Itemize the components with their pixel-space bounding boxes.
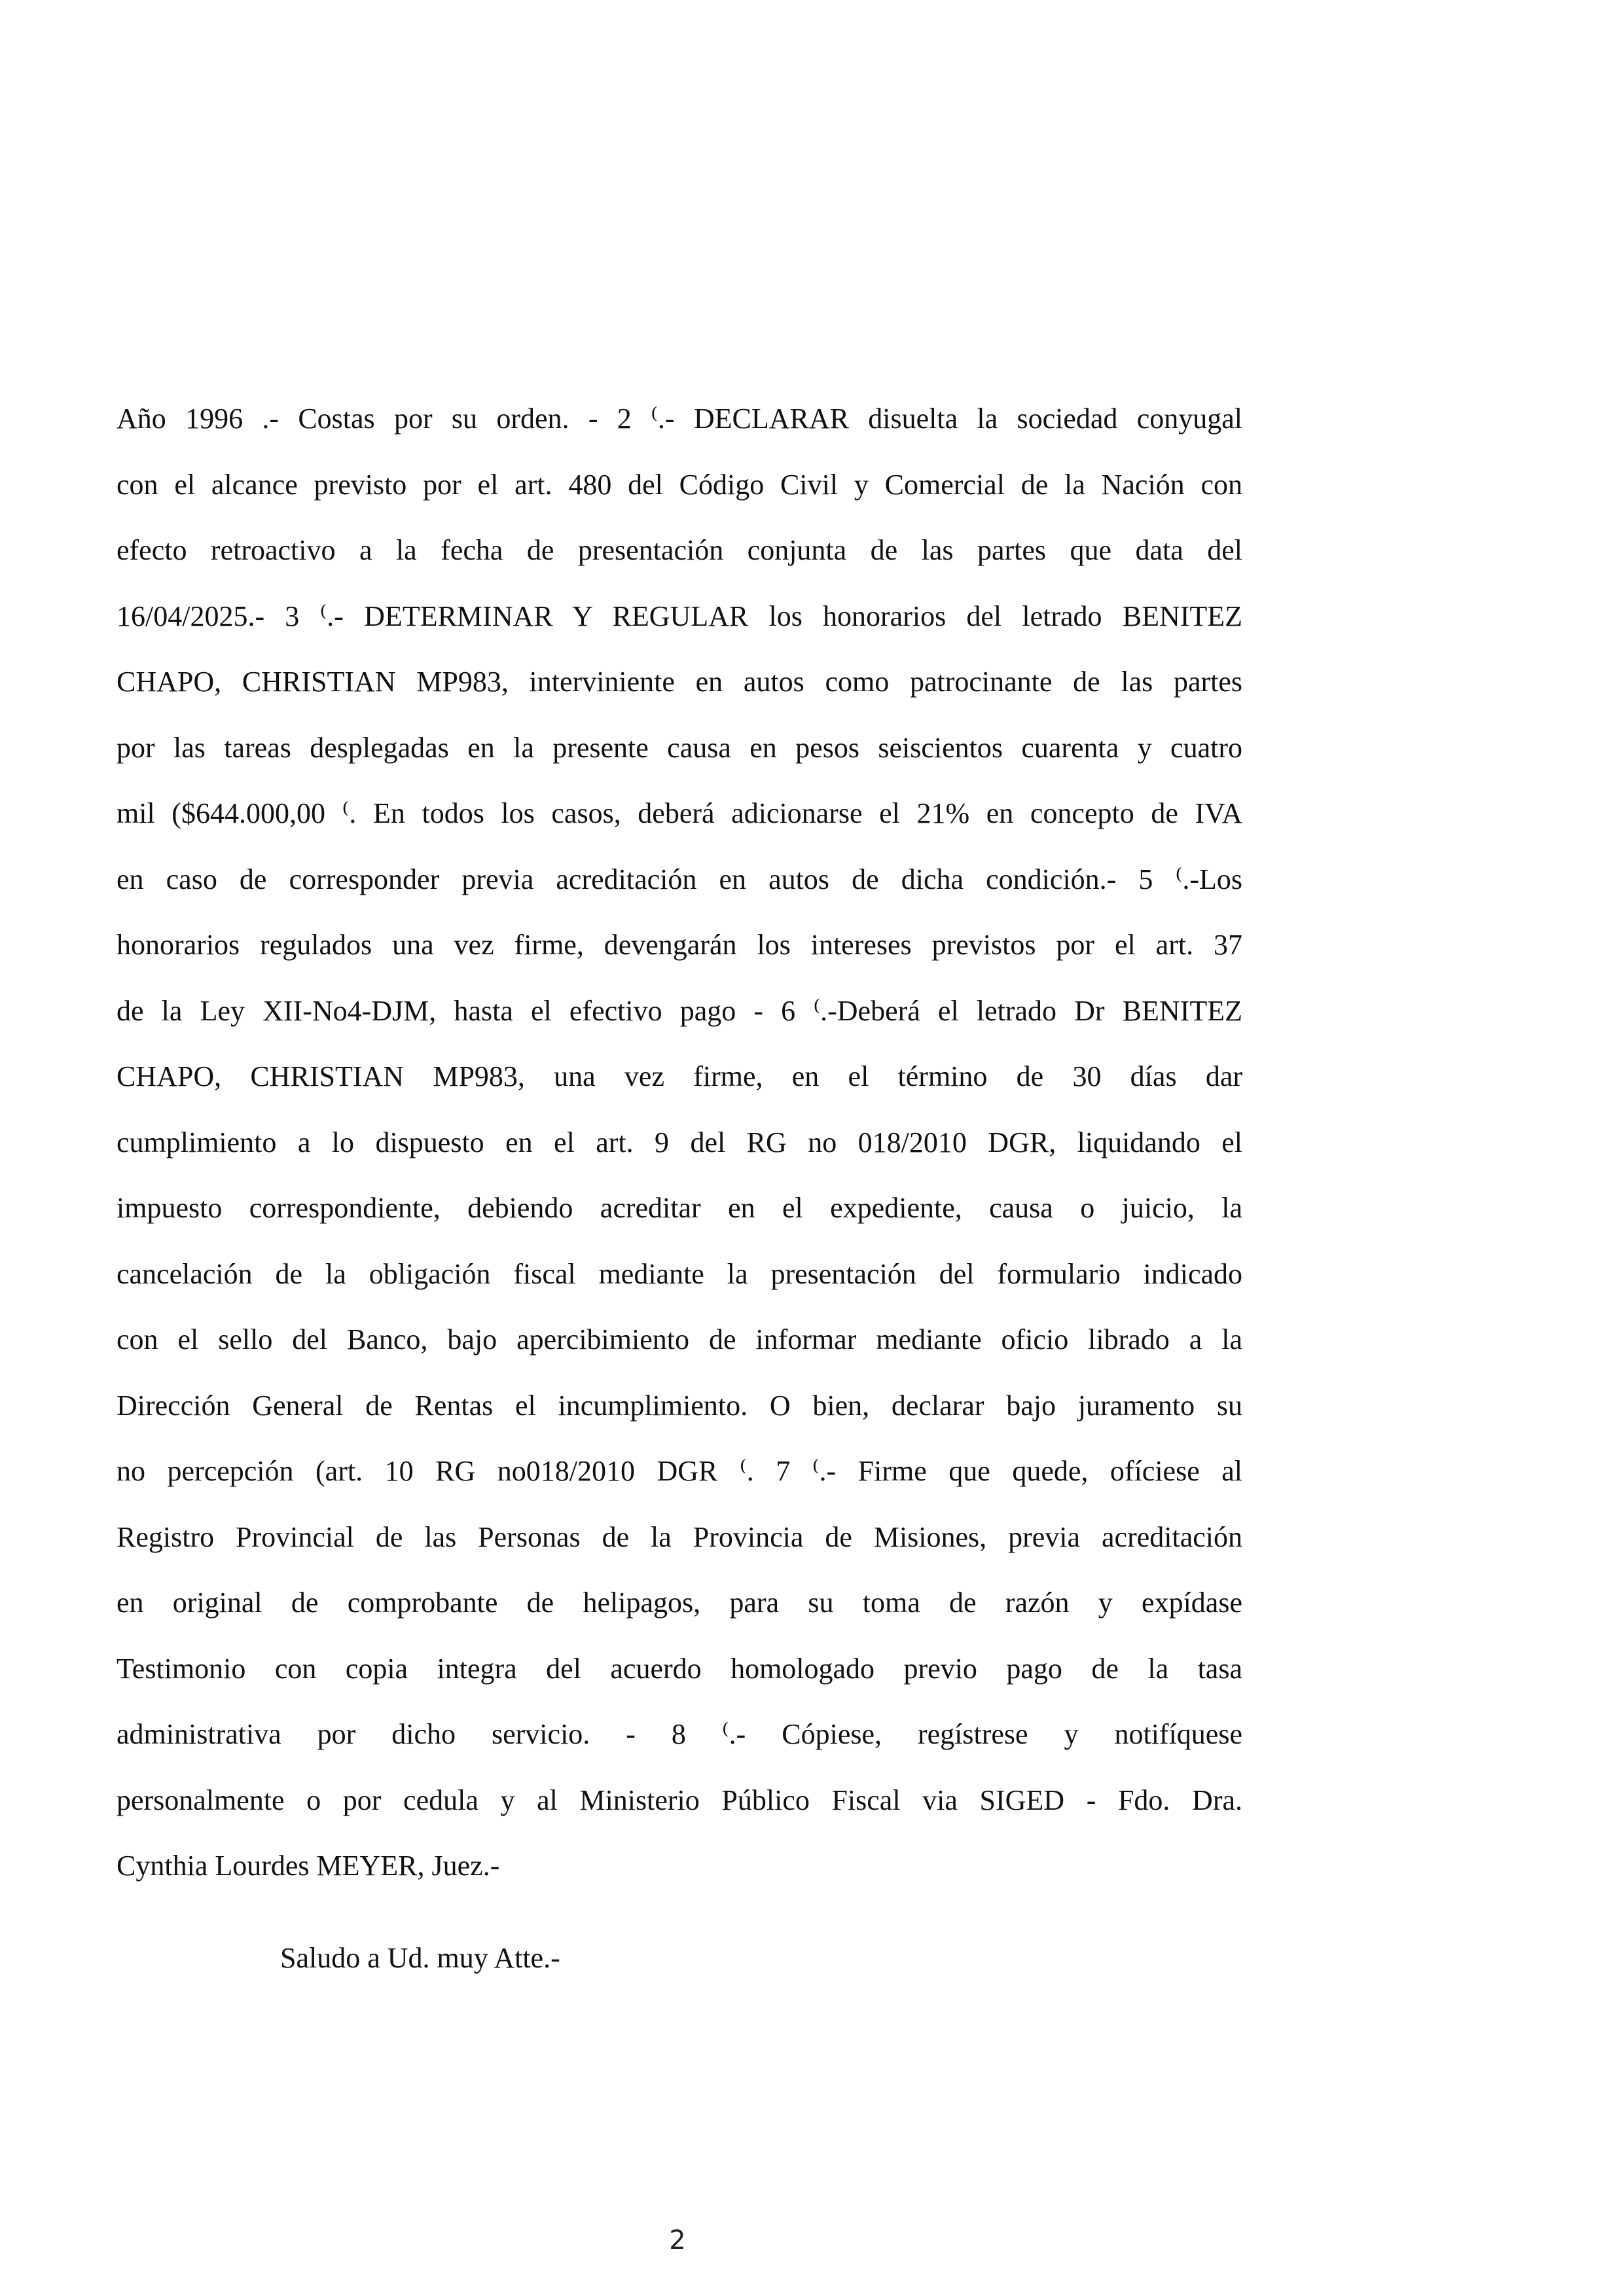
body-line-11: CHAPO, CHRISTIAN MP983, una vez firme, en el término de 30 días dar: [117, 1060, 1242, 1092]
body-line-23: Cynthia Lourdes MEYER, Juez.-: [117, 1850, 500, 1882]
body-line-19: en original de comprobante de helipagos, para su toma de razón y expídase: [117, 1587, 1242, 1619]
body-line-16: Dirección General de Rentas el incumplimiento. O bien, declarar bajo juramento su: [117, 1389, 1242, 1422]
body-line-2: con el alcance previsto por el art. 480 del Código Civil y Comercial de la Nación con: [117, 468, 1242, 501]
body-line-5: CHAPO, CHRISTIAN MP983, interviniente en autos como patrocinante de las partes: [117, 666, 1242, 698]
body-line-22: personalmente o por cedula y al Ministerio Público Fiscal via SIGED - Fdo. Dra.: [117, 1784, 1242, 1816]
body-line-1: Año 1996 .- Costas por su orden. - 2 ⁽.- DECLARAR disuelta la sociedad conyugal: [117, 403, 1242, 435]
body-line-21: administrativa por dicho servicio. - 8 ⁽.- Cópiese, regístrese y notifíquese: [117, 1718, 1242, 1750]
body-line-15: con el sello del Banco, bajo apercibimiento de informar mediante oficio librado a la: [117, 1323, 1242, 1355]
body-line-18: Registro Provincial de las Personas de la Provincia de Misiones, previa acreditación: [117, 1520, 1242, 1553]
body-line-17: no percepción (art. 10 RG no018/2010 DGR ⁽. 7 ⁽.- Firme que quede, ofíciese al: [117, 1455, 1242, 1487]
body-line-4: 16/04/2025.- 3 ⁽.- DETERMINAR Y REGULAR los honorarios del letrado BENITEZ: [117, 600, 1242, 632]
body-line-10: de la Ley XII-No4-DJM, hasta el efectivo pago - 6 ⁽.-Deberá el letrado Dr BENITEZ: [117, 994, 1242, 1027]
body-line-12: cumplimiento a lo dispuesto en el art. 9 del RG no 018/2010 DGR, liquidando el: [117, 1126, 1242, 1158]
body-line-13: impuesto correspondiente, debiendo acreditar en el expediente, causa o juicio, la: [117, 1192, 1242, 1224]
body-line-8: en caso de corresponder previa acreditación en autos de dicha condición.- 5 ⁽.-Los: [117, 863, 1242, 895]
body-line-7: mil ($644.000,00 ⁽. En todos los casos, deberá adicionarse el 21% en concepto de IVA: [117, 797, 1242, 829]
body-line-3: efecto retroactivo a la fecha de presentación conjunta de las partes que data del: [117, 534, 1242, 566]
body-line-14: cancelación de la obligación fiscal mediante la presentación del formulario indicado: [117, 1257, 1242, 1290]
closing-salutation: Saludo a Ud. muy Atte.-: [280, 1942, 560, 1974]
body-line-20: Testimonio con copia integra del acuerdo homologado previo pago de la tasa: [117, 1652, 1242, 1685]
document-body: [117, 386, 1242, 1899]
body-line-9: honorarios regulados una vez firme, devengarán los intereses previstos por el art. 37: [117, 929, 1242, 961]
page-number: 2: [669, 2225, 686, 2255]
body-line-6: por las tareas desplegadas en la presente causa en pesos seiscientos cuarenta y cuatro: [117, 731, 1242, 764]
